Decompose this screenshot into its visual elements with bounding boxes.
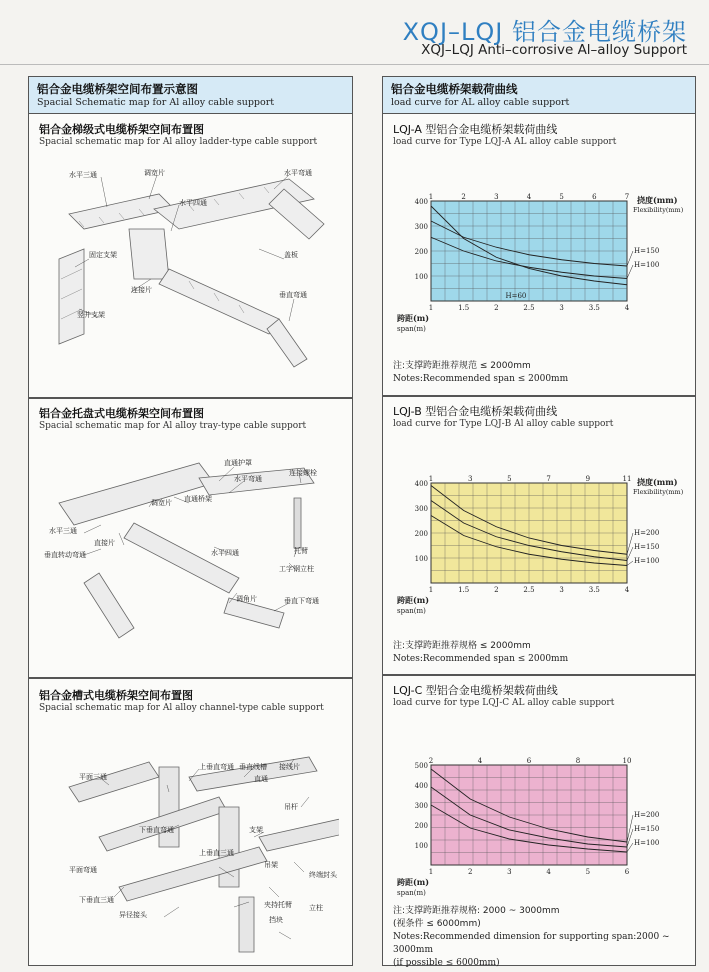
ladder-title-en: Spacial schematic map for Al alloy ladder-type cable support [39, 137, 318, 147]
lqj-c-note-cn: 注:支撑跨距推荐规格: 2000 ~ 3000mm [393, 906, 560, 916]
chart-y-tick: 300 [414, 505, 428, 513]
channel-label-4: 直通 [254, 775, 268, 783]
tray-label-8: 托臂 [294, 547, 308, 555]
ladder-label-4: 固定支架 [89, 251, 117, 259]
lqj-c-title-en: load curve for type LQJ-C AL alloy cable support [393, 698, 615, 708]
chart-y-tick: 200 [414, 530, 428, 538]
lqj-c-note-en: Notes:Recommended dimension for supporting span:2000 ~ 3000mm [393, 932, 670, 955]
chart-x-tick: 4 [624, 586, 630, 594]
channel-label-12: 下垂直三通 [79, 896, 114, 904]
lqj-a-title-en: load curve for Type LQJ-A AL alloy cable support [393, 137, 617, 147]
chart-y-tick: 200 [414, 248, 428, 256]
chart-top-tick: 7 [624, 193, 630, 201]
channel-label-1: 垂直线槽 [239, 763, 267, 771]
chart-y-tick: 400 [414, 480, 428, 488]
chart-top-tick: 3 [467, 475, 473, 483]
tray-vertical-bend [84, 573, 134, 638]
chart-top-tick: 8 [575, 757, 581, 765]
chart-ylabel-en: Flexibility(mm) [633, 206, 684, 214]
load-curve-panel-title-cn: 铝合金电缆桥架载荷曲线 [391, 82, 518, 96]
tray-title-cn: 铝合金托盘式电缆桥架空间布置图 [39, 407, 204, 420]
ladder-label-8: 垂直弯通 [279, 291, 307, 299]
chart-x-tick: 1 [428, 586, 434, 594]
chart-series-label: H=60 [505, 292, 527, 300]
channel-label-14: 立柱 [309, 904, 323, 912]
ladder-title-cn: 铝合金梯级式电缆桥架空间布置图 [39, 123, 204, 136]
channel-post [239, 897, 254, 952]
chart-leader-line [627, 251, 633, 266]
channel-label-10: 平面弯通 [69, 866, 97, 874]
lqj-c-note [393, 905, 695, 970]
channel-label-2: 接线片 [279, 763, 300, 771]
lqj-b-note-en: Notes:Recommended span ≤ 2000mm [393, 654, 569, 664]
channel-label-15: 异径接头 [119, 911, 147, 919]
ladder-label-6: 连接片 [131, 286, 152, 294]
tray-label-10: 工字钢立柱 [279, 565, 314, 573]
chart-x-tick: 2.5 [523, 586, 535, 594]
chart-leader-line [627, 265, 633, 279]
chart-y-tick: 200 [414, 822, 428, 830]
lqj-a-note-en: Notes:Recommended span ≤ 2000mm [393, 374, 569, 384]
tray-label-4: 直通桥架 [184, 495, 212, 503]
lqj-b-title-en: load curve for Type LQJ-B Al alloy cable support [393, 419, 614, 429]
lqj-b-note [393, 640, 568, 666]
ladder-section-title [39, 121, 317, 147]
tray-run-3 [124, 523, 239, 593]
tray-label-9: 垂直转动弯通 [44, 551, 86, 559]
chart-leader-line [627, 533, 633, 554]
lqj-c-chart [383, 753, 697, 903]
tray-label-3: 调宽片 [151, 499, 172, 507]
chart-ylabel-cn: 挠度(mm) [637, 477, 678, 487]
chart-x-tick: 3 [559, 586, 564, 594]
chart-xlabel-en: span(m) [397, 889, 426, 897]
lqj-a-title-cn: LQJ-A 型铝合金电缆桥架载荷曲线 [393, 123, 558, 136]
channel-label-0: 上垂直弯通 [199, 763, 234, 771]
chart-x-tick: 4 [624, 304, 630, 312]
channel-title-cn: 铝合金槽式电缆桥架空间布置图 [39, 689, 193, 702]
chart-top-tick: 4 [526, 193, 532, 201]
chart-y-tick: 100 [414, 842, 428, 850]
chart-y-tick: 100 [414, 555, 428, 563]
header-rule [0, 64, 709, 65]
schematic-panel-header [29, 77, 352, 114]
chart-x-tick: 1.5 [458, 586, 470, 594]
chart-x-tick: 3 [559, 304, 564, 312]
channel-label-13: 夹持托臂 [264, 901, 292, 909]
tray-label-5: 水平三通 [49, 527, 77, 535]
chart-y-tick: 300 [414, 223, 428, 231]
lqj-b-chart [383, 471, 697, 621]
channel-section-title [39, 687, 324, 713]
schematic-panel-title-cn: 铝合金电缆桥架空间布置示意图 [37, 82, 198, 96]
load-curve-panel-header [383, 77, 695, 114]
chart-x-tick: 1 [428, 868, 434, 876]
ladder-run-4 [159, 269, 279, 334]
chart-x-tick: 1 [428, 304, 434, 312]
tray-schematic [39, 453, 339, 653]
tray-label-12: 垂直下弯通 [284, 597, 319, 605]
ladder-label-2: 水平弯通 [284, 169, 312, 177]
chart-series-label: H=150 [634, 247, 660, 255]
chart-ylabel-en: Flexibility(mm) [633, 488, 684, 496]
lqj-b-title-cn: LQJ-B 型铝合金电缆桥架载荷曲线 [393, 405, 558, 418]
load-curve-panel-title-en: load curve for AL alloy cable support [391, 97, 570, 108]
chart-xlabel-cn: 跨距(m) [397, 877, 430, 887]
chart-x-tick: 4 [546, 868, 551, 876]
load-curve-panel [382, 76, 696, 966]
chart-top-tick: 4 [477, 757, 483, 765]
chart-series-label: H=150 [634, 825, 660, 833]
chart-xlabel-en: span(m) [397, 325, 426, 333]
chart-xlabel-cn: 跨距(m) [397, 595, 430, 605]
chart-top-tick: 2 [428, 757, 434, 765]
lqj-b-title [393, 403, 613, 429]
chart-x-tick: 3 [507, 868, 512, 876]
tray-run-1 [59, 463, 214, 525]
chart-x-tick: 3.5 [588, 304, 600, 312]
left-divider-2 [29, 677, 352, 679]
chart-top-tick: 6 [526, 757, 532, 765]
chart-series-label: H=100 [634, 557, 660, 565]
chart-top-tick: 1 [428, 475, 434, 483]
chart-series-label: H=150 [634, 543, 660, 551]
channel-label-5: 吊杆 [284, 803, 298, 811]
chart-x-tick: 2 [494, 304, 499, 312]
channel-label-8: 上垂直三通 [199, 849, 234, 857]
right-divider-1 [383, 395, 695, 397]
channel-run-5 [259, 817, 339, 851]
channel-schematic [39, 737, 339, 957]
chart-x-tick: 6 [624, 868, 630, 876]
tray-label-0: 直通护罩 [224, 459, 252, 467]
chart-y-tick: 500 [414, 762, 428, 770]
tray-label-2: 水平弯通 [234, 475, 262, 483]
chart-top-tick: 10 [622, 757, 632, 765]
ladder-label-7: 竖井支架 [77, 311, 105, 319]
ladder-tee [129, 229, 169, 279]
chart-top-tick: 9 [585, 475, 591, 483]
chart-y-tick: 300 [414, 802, 428, 810]
channel-run-1 [69, 762, 159, 802]
chart-series-label: H=100 [634, 839, 660, 847]
chart-y-tick: 100 [414, 273, 428, 281]
channel-label-6: 下垂直弯通 [139, 826, 174, 834]
lqj-c-note-en2: (if possible ≤ 6000mm) [393, 958, 500, 968]
lqj-c-title-cn: LQJ-C 型铝合金电缆桥架载荷曲线 [393, 684, 558, 697]
page-subtitle: XQJ–LQJ Anti–corrosive Al–alloy Support [421, 42, 687, 58]
ladder-vertical-bend [267, 319, 307, 367]
chart-ylabel-cn: 挠度(mm) [637, 195, 678, 205]
tray-label-11: 调角片 [236, 595, 257, 603]
chart-top-tick: 3 [494, 193, 499, 201]
chart-leader-line [627, 561, 633, 566]
ladder-shaft [59, 249, 84, 344]
chart-y-tick: 400 [414, 198, 428, 206]
chart-x-tick: 3.5 [588, 586, 600, 594]
page-title: XQJ–LQJ 铝合金电缆桥架 [402, 18, 687, 46]
right-divider-2 [383, 674, 695, 676]
tray-label-6: 直接片 [94, 539, 115, 547]
chart-xlabel-en: span(m) [397, 607, 426, 615]
lqj-a-note-cn: 注:支撑跨距推荐规范 ≤ 2000mm [393, 361, 531, 371]
tray-column [294, 498, 301, 548]
channel-riser-2 [219, 807, 239, 887]
lqj-c-note-cn2: (视条件 ≤ 6000mm) [393, 919, 481, 929]
chart-top-tick: 1 [428, 193, 434, 201]
chart-y-tick: 400 [414, 782, 428, 790]
chart-top-tick: 6 [592, 193, 597, 201]
chart-top-tick: 11 [622, 475, 632, 483]
chart-x-tick: 2.5 [523, 304, 535, 312]
chart-series-label: H=200 [634, 811, 660, 819]
schematic-panel-title-en: Spacial Schematic map for Al alloy cable support [37, 97, 275, 108]
chart-top-tick: 2 [461, 193, 466, 201]
channel-riser-1 [159, 767, 179, 847]
ladder-schematic [39, 169, 339, 389]
ladder-label-1: 调宽片 [144, 169, 165, 177]
schematic-panel [28, 76, 353, 966]
lqj-a-title [393, 121, 616, 147]
lqj-b-note-cn: 注:支撑跨距推荐规格 ≤ 2000mm [393, 641, 531, 651]
chart-top-tick: 7 [546, 475, 551, 483]
channel-label-11: 终端封头 [309, 871, 337, 879]
chart-series-label: H=200 [634, 529, 660, 537]
tray-title-en: Spacial schematic map for Al alloy tray-type cable support [39, 421, 307, 431]
chart-top-tick: 5 [559, 193, 564, 201]
lqj-c-title [393, 682, 614, 708]
lqj-a-chart [383, 189, 697, 339]
channel-title-en: Spacial schematic map for Al alloy channel-type cable support [39, 703, 324, 713]
channel-run-4 [119, 847, 267, 901]
channel-label-7: 支架 [249, 826, 263, 834]
chart-x-tick: 5 [585, 868, 591, 876]
lqj-a-note [393, 360, 568, 386]
left-divider-1 [29, 397, 352, 399]
channel-label-3: 平面三通 [79, 773, 107, 781]
ladder-label-0: 水平三通 [69, 171, 97, 179]
chart-xlabel-cn: 跨距(m) [397, 313, 430, 323]
chart-x-tick: 2 [467, 868, 473, 876]
tray-label-7: 水平四通 [211, 549, 239, 557]
chart-top-tick: 5 [507, 475, 512, 483]
chart-series-label: H=100 [634, 261, 660, 269]
ladder-label-3: 水平四通 [179, 199, 207, 207]
ladder-label-5: 盖板 [284, 251, 298, 259]
chart-x-tick: 2 [494, 586, 499, 594]
tray-section-title [39, 405, 306, 431]
chart-leader-line [627, 547, 633, 561]
tray-label-1: 连接螺栓 [289, 469, 317, 477]
chart-x-tick: 1.5 [458, 304, 470, 312]
channel-label-16: 挡块 [269, 916, 283, 924]
channel-label-9: 吊架 [264, 861, 278, 869]
